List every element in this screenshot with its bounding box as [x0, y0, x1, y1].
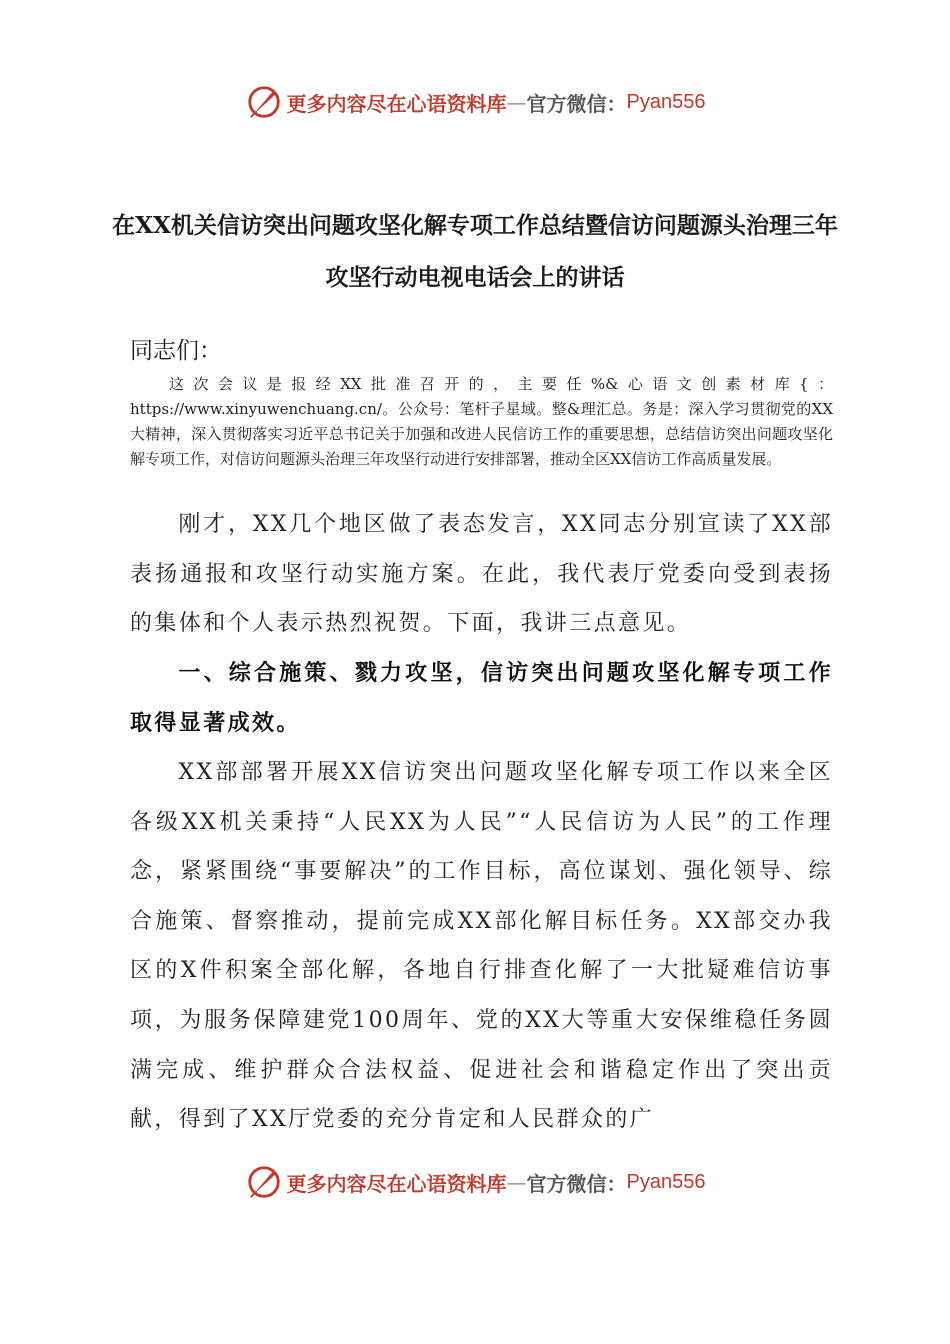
- document-title: 在XX机关信访突出问题攻坚化解专项工作总结暨信访问题源头治理三年攻坚行动电视电话会上的讲话: [112, 212, 838, 291]
- watermark-brand: 更多内容尽在心语资料库: [286, 1171, 507, 1196]
- body-paragraph-2: XX部部署开展XX信访突出问题攻坚化解专项工作以来全区各级XX机关秉持“人民XX为人民”“人民信访为人民”的工作理念，紧紧围绕“事要解决”的工作目标，高位谋划、强化领导、综合施策、督察推动，提前完成XX部化解目标任务。XX部交办我区的X件积案全部化解，各地自行排查化解了一大批疑难信访事项，为服务保障建党100周年、党的XX大等重大安保维稳任务圆满完成、维护群众合法权益、促进社会和谐稳定作出了突出贡献，得到了XX厅党委的充分肯定和人民群众的广: [130, 760, 833, 1133]
- watermark-wechat-id: Pyan556: [626, 90, 706, 113]
- watermark-banner-bottom: [0, 1160, 950, 1204]
- greeting: 同志们：: [130, 338, 222, 364]
- watermark-banner-top: [0, 80, 950, 124]
- body-paragraph-1: 刚才，XX几个地区做了表态发言，XX同志分别宣读了XX部表扬通报和攻坚行动实施方案。在此，我代表厅党委向受到表扬的集体和个人表示热烈祝贺。下面，我讲三点意见。: [130, 512, 833, 637]
- quill-circle-logo-icon: [245, 1163, 283, 1201]
- intro-paragraph: 这次会议是报经XX批准召开的，主要任%&心语文创素材库{：https://www.xinyuwenchuang.cn/。公众号：笔杆子星域。整&理汇总。务是：深入学习贯彻党的XX大精神，深入贯彻落实习近平总书记关于加强和改进人民信访工作的重要思想，总结信访突出问题攻坚化解专项工作，对信访问题源头治理三年攻坚行动进行安排部署，推动全区XX信访工作高质量发展。: [130, 375, 833, 468]
- watermark-wechat-label: 官方微信：: [526, 1171, 627, 1196]
- quill-circle-logo-icon: [245, 83, 283, 121]
- section-heading-1: 一、综合施策、戮力攻坚，信访突出问题攻坚化解专项工作取得显著成效。: [130, 660, 833, 736]
- watermark-wechat-id: Pyan556: [626, 1170, 706, 1193]
- watermark-brand: 更多内容尽在心语资料库: [286, 91, 507, 116]
- watermark-separator: —: [506, 1170, 527, 1194]
- watermark-separator: —: [506, 90, 527, 114]
- watermark-wechat-label: 官方微信：: [526, 91, 627, 116]
